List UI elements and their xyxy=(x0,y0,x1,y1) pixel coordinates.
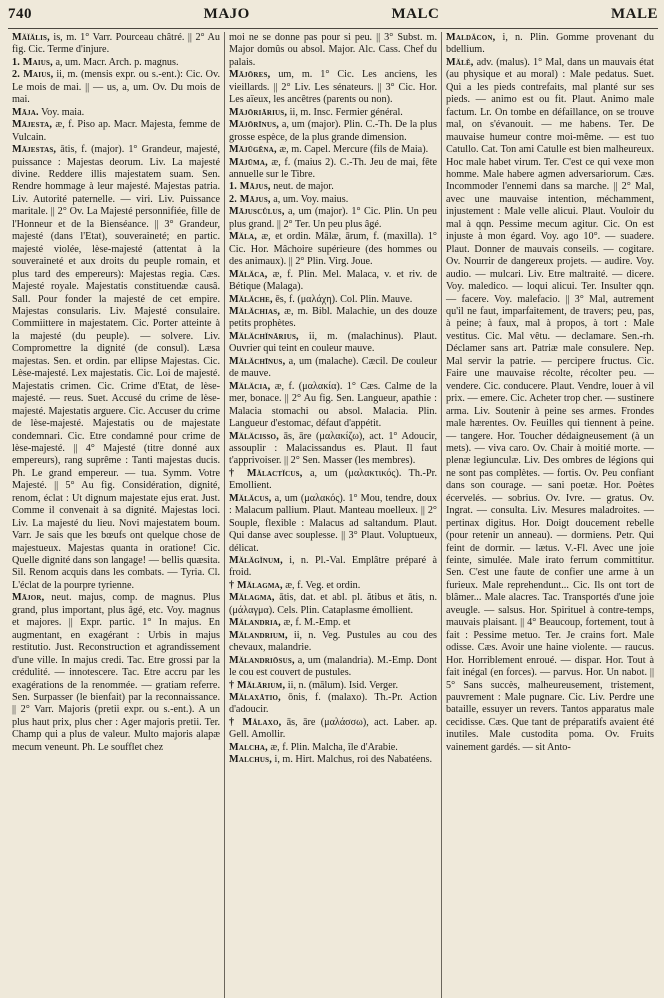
continued-entry-text: moi ne se donne pas pour si peu. || 3° Subst. m. Major domûs ou absol. Major. Alc. Cass. Chef du palais. xyxy=(229,32,437,68)
entry-definition: ās, āre (μαλάσσω), act. Laber. ap. Gell. Amollir. xyxy=(229,716,437,741)
entry-definition: æ, f. Piso ap. Macr. Majesta, femme de Vulcain. xyxy=(12,119,220,143)
dictionary-entry xyxy=(229,107,437,119)
headword: Mājōriārius, xyxy=(229,106,288,118)
entry-definition: a, um. Voy. maius. xyxy=(270,193,349,205)
dictionary-entry xyxy=(229,119,437,144)
headword: Mălandrium, xyxy=(229,629,288,641)
dictionary-entry xyxy=(12,119,220,144)
headword: 2. Mājus, xyxy=(229,193,271,205)
headword: † Mălaxo, xyxy=(229,716,282,728)
headword: Mălăche, xyxy=(229,293,273,305)
headword: 1. Mājus, xyxy=(229,181,271,193)
dictionary-entry xyxy=(229,381,437,431)
dictionary-entry xyxy=(229,194,437,206)
page-number: 740 xyxy=(8,6,32,22)
headword: 2. Maius, xyxy=(12,69,54,81)
entry-definition: æ, f. (μαλακία). 1° Cæs. Calme de la mer, bonace. || 2° Au fig. Sen. Langueur, apathie : Malacia stomachi ou absol. Malacia. Plin. Langueur d'estomac, défaut d'appétit. xyxy=(229,380,437,430)
dictionary-entry xyxy=(229,356,437,381)
headword: Mājestas, xyxy=(12,144,57,156)
entry-definition: ii, m. Insc. Fermier général. xyxy=(287,106,403,118)
entry-definition: æ, et ordin. Mālæ, ārum, f. (maxilla). 1° Cic. Hor. Mâchoire supérieure (des hommes ou des animaux). || 2° Plin. Virg. Joue. xyxy=(229,231,437,268)
entry-definition: ii, n. Veg. Pustules au cou des chevaux, malandrie. xyxy=(229,629,437,654)
dictionary-entry xyxy=(229,206,437,231)
headword: † Mălactĭcus, xyxy=(229,467,303,479)
dictionary-entry xyxy=(229,431,437,468)
dictionary-entry xyxy=(12,592,220,754)
headword: Mājūgēna, xyxy=(229,144,277,156)
entry-definition: neut. de major. xyxy=(270,181,334,193)
headword: Mălăchias, xyxy=(229,305,281,317)
entry-definition: ātis, dat. et abl. pl. ătibus et ātis, n. (μάλαγμα). Cels. Plin. Cataplasme émollient. xyxy=(229,592,437,616)
headword: Mājesta, xyxy=(12,119,53,131)
column-middle xyxy=(224,32,441,998)
headword: † Mălagma, xyxy=(229,579,283,591)
headword: Malcha, xyxy=(229,741,268,753)
text-columns xyxy=(8,32,658,998)
headword: 1. Maius, xyxy=(12,56,53,68)
entry-definition: ātis, f. (major). 1° Grandeur, majesté, puissance : Majestas deorum. Liv. La majesté divine. Reddere illis majestatem suam. Sen. Rendre hommage à leur majesté. Majestas patria. Liv. Autorité paternelle. — viri. Liv. Puissance maritale. || 2° Ov. La Majesté personnifiée, fille de l'Honneur et de la Bienséance. || 3° Grandeur, majesté (dans l'Etat), souveraineté; en partic. majesté violée, lèse-majesté (attentat à la souveraineté et aux droits du peuple romain, et plus tard des empereurs): Majestas regia. Cæs. Majesté royale. Majestatis constituendæ causâ. Sall. Pour fonder la majesté de cet empire. Majestas consularis. Liv. Majesté consulaire. Commiittere in majestatem. Cic. Porter atteinte à la majesté (du peuple). — solvere. Liv. Compromettre la dignité (de consul). Læsa majestas. Sen. et ordin. par ellipse Majestas. Cic. Lèse-majesté. Lex majestatis. Cic. Loi de majesté. Majestatis crimen. Cic. Crime d'Etat, de lèse-majesté. — reus. Suet. Accusé du crime de lèse-majesté. Majestatis arguere. Cic. Accuser du crime de lèse-majesté. Majestatis ou de majestate condemnari. Cic. Etre condamné pour crime de lèse-majesté. || 4° Majesté (titre donné aux empereurs), rang suprême : Tanti majestas ducis. Ph. Le grand empereur. — tua. Symm. Votre Majesté. || 5° Au fig. Considération, dignité, renom, éclat : Ut dignum majestate ejus erat. Just. Comme il convenait à sa dignité. Majestas loci. Liv. La majesté du lieu. Novi majestatem boum. Varr. Je sais que les bœufs ont quelque chose de majestueux. Majestas quanta in oratione! Cic. Quelle dignité dans son langage! — bellis quæsita. Sil. Renom acquis dans les combats. — Tyria. Cl. L'éclat de la pourpre tyrienne. xyxy=(12,144,220,591)
entry-definition: a, um (major). Plin. C.-Th. De la plus grosse espèce, de la plus grande dimension. xyxy=(229,119,437,143)
entry-definition: neut. majus, comp. de magnus. Plus grand, plus important, plus âgé, etc. Voy. magnus et majores. || Expr. partic. 1° In majus. En augmentant, en exagérant : Urbis in majus restitutio. Just. Reconstruction et agrandissement d'une ville. In majus credi. Tac. Etre grossi par la crédulité. — innotescere. Tac. Etre accru par les exagérations de la renommée. — gratiam referre. Sen. Surpasser (le bienfait) par la reconnaissance. || 2° Varr. Majoris (pretii expr. ou s.-ent.). A un plus haut prix, plus cher : Ager majoris pretii. Ter. Champ qui a plus de valeur. Multo majoris alapæ mecum veneunt. Ph. Le soufflet chez xyxy=(12,592,220,753)
headword: Mălandriōsus, xyxy=(229,654,295,666)
dictionary-entry xyxy=(12,69,220,106)
entry-definition: i, n. Pl.-Val. Emplâtre préparé à froid. xyxy=(229,555,437,579)
entry-definition: ii, m. (mensis expr. ou s.-ent.): Cic. Ov. Le mois de mai. || — us, a, um. Ov. Du mois de mai. xyxy=(12,69,220,106)
headword: Măla, xyxy=(229,231,257,243)
headword: Mălĕ, xyxy=(446,56,474,68)
dictionary-entry xyxy=(446,57,654,754)
dictionary-entry xyxy=(229,717,437,742)
dictionary-entry xyxy=(229,294,437,306)
entry-definition: a, um. Macr. Arch. p. magnus. xyxy=(52,56,179,68)
dictionary-entry xyxy=(446,32,654,57)
column-left xyxy=(8,32,224,998)
entry-definition: æ, f. Plin. Malcha, île d'Arabie. xyxy=(267,741,398,753)
entry-definition: ās, āre (μαλακίζω), act. 1° Adoucir, assouplir : Malacissandus es. Plaut. Il faut t'apprivoiser. || 2° Sen. Masser (les membres). xyxy=(229,430,437,467)
headword: Mălăcisso, xyxy=(229,430,279,442)
headword: Mălandria, xyxy=(229,617,281,629)
dictionary-entry xyxy=(229,69,437,106)
entry-definition: æ, f. Plin. Mel. Malaca, v. et riv. de Bétique (Malaga). xyxy=(229,268,437,293)
entry-definition: a, um (malandria). M.-Emp. Dont le cou est couvert de pustules. xyxy=(229,654,437,679)
entry-definition: a, um (malache). Cæcil. De couleur de mauve. xyxy=(229,355,437,380)
entry-definition: æ, f. (maius 2). C.-Th. Jeu de mai, fête annuelle sur le Tibre. xyxy=(229,156,437,180)
entry-definition: adv. (malus). 1° Mal, dans un mauvais état (au physique et au moral) : Male pedatus. Suet. Qui a les pieds contrefaits, mal planté sur ses pieds. — animo est ou fit. Plaut. Animo male factum. Lr. On tombe en défaillance, on se trouve mal, on s'évanouit. — me habens. Ter. De mauvaise humeur contre moi-même. — est tuo Catullo. Cat. Ton ami Catulle est bien malheureux. Hoc male habet virum. Ter. C'est ce qui vexe mon homme. Male habere agmen adversariorum. Cæs. Incommoder l'ennemi dans sa marche. || 2° Mal, avec une mauvaise intention, méchamment, injustement : Male velle alicui. Plaut. Vouloir du mal à qqn. Pessime mecum agitur. Cic. On est injuste à mon égard. Voy. ago 10°. — suadere. Plaut. Donner de mauvais conseils. — cogitare. Ov. Nourrir de dangereux projets. — audire. Voy. audio. — mulcari. Liv. Etre maltraité. — dicere. Voy. maledico. — loqui alicui. Ter. Insulter qqn. — facere. Voy. malefacio. || 3° Mal, autrement qu'il ne faut, imparfaitement, de travers; peu, pas, à peine; à faux, mal à propos, à tort : Male vestitus. Cic. Mal vêtu. — declamare. Sen.-rh. Déclamer sans art. Patriæ male consulere. Nep. Mal servir la patrie. — percipere fructus. Cic. Faire une mauvaise récolte, récolter peu. — vendere. Cic. conducere. Plaut. Vendre, louer à vil prix. — emere. Cic. Acheter trop cher. — sustinere arma. Liv. Soutenir à peine ses armes. Frondes male hærentes. Ov. Feuilles qui tiennent à peine. — tangere. Hor. Toucher dédaigneusement (à un mets). — viva caro. Ov. Chair à moitié morte. — plenæ legiunculæ. Liv. Des ombres de légions qui ne sont pas complètes. — fortis. Ov. Peu confiant dans son courage. — sani poetæ. Hor. Poètes écervelés. — sobrius. Ov. Ivre. — gratus. Ov. Ingrat. — consulta. Liv. Mesures maladroites. — pertinax digitus. Hor. Doigt doucement rebelle (pour retenir un anneau). — dormiens. Petr. Qui feint de dormir. — lætus. V.-Fl. Avec une joie feinte, simulée. Male irato ferrum committitur. Sen. C'est une faute de confier une arme à un furieux. Male reprehendunt... Cic. Ils ont tort de blâmer... Male alacres. Tac. Transportés d'une joie aveugle. — salsus. Hor. Spirituel à contre-temps, mauvais plaisant. || 4° Beaucoup, fortement, tout à fait : Pessime metuo. Ter. Je crains fort. Male odisse. Cæs. Avoir une haine violente. — raucus. Hor. Horriblement enroué. — dispar. Hor. Tout à fait inégal (en forces). — parvus. Hor. Un nabot. || 5° Sans succès, malheureusement, tristement, pauvrement : Male pugnare. Cic. Liv. Perdre une bataille, essuyer un revers. Tantos apparatus male cecidisse. Cæs. Que tant de préparatifs avaient été inutiles. Male custodita poma. Ov. Fruits vainement gardés. — sit Anto- xyxy=(446,56,654,753)
headword: Mălăchĭnārius, xyxy=(229,330,299,342)
header-right-word: MALE xyxy=(610,6,658,22)
dictionary-entry xyxy=(12,57,220,69)
dictionary-entry xyxy=(229,630,437,655)
headword: Malchus, xyxy=(229,754,272,766)
dictionary-entry xyxy=(229,680,437,692)
dictionary-entry xyxy=(229,181,437,193)
entry-definition: æ, m. Capel. Mercure (fils de Maia). xyxy=(276,144,429,156)
dictionary-entry xyxy=(229,655,437,680)
headword: Mălaxātio, xyxy=(229,692,281,704)
entry-definition: ii, m. (malachinus). Plaut. Ouvrier qui teint en couleur mauve. xyxy=(229,330,437,355)
dictionary-entry xyxy=(229,306,437,331)
headword: Mălagma, xyxy=(229,592,275,604)
dictionary-entry xyxy=(229,157,437,182)
headword: Mājor, xyxy=(12,592,45,604)
column-right xyxy=(441,32,658,998)
entry-definition: æ, f. Veg. et ordin. xyxy=(282,579,361,591)
dictionary-entry xyxy=(229,231,437,268)
headword: Mălăgĭnum, xyxy=(229,555,283,567)
dictionary-entry xyxy=(229,468,437,493)
headword: Mălăcus, xyxy=(229,492,272,504)
header-center-word: MALC xyxy=(391,6,440,22)
dictionary-entry xyxy=(229,692,437,717)
dictionary-entry xyxy=(229,617,437,629)
headword: Mājōres, xyxy=(229,69,271,81)
headword: Mălăcia, xyxy=(229,380,271,392)
entry-definition: a, um (μαλακός). 1° Mou, tendre, doux : Malacum pallium. Plaut. Manteau moelleux. || 2° Souple, flexible : Malacus ad saltandum. Plaut. Qui danse avec souplesse. || 3° Plaut. Voluptueux, délicat. xyxy=(229,492,437,554)
headword: Māja. xyxy=(12,106,39,118)
dictionary-entry xyxy=(229,144,437,156)
dictionary-entry xyxy=(12,107,220,119)
entry-definition: æ, f. M.-Emp. et xyxy=(280,617,351,629)
headword: Mălăca, xyxy=(229,268,268,280)
dictionary-entry xyxy=(229,331,437,356)
headword: Măĭălis, xyxy=(12,32,50,43)
headword: † Mălārium, xyxy=(229,679,286,691)
entry-definition: i, m. Hirt. Malchus, roi des Nabatéens. xyxy=(271,754,433,766)
dictionary-entry xyxy=(12,32,220,57)
dictionary-entry xyxy=(229,580,437,592)
dictionary-entry xyxy=(12,144,220,592)
entry-definition: i, n. Plin. Gomme provenant du bdellium. xyxy=(446,32,654,56)
entry-definition: a, um (major). 1° Cic. Plin. Un peu plus grand. || 2° Ter. Un peu plus âgé. xyxy=(229,206,437,230)
dictionary-entry xyxy=(229,742,437,754)
headword: Maldăcon, xyxy=(446,32,496,43)
headword: Mājuscŭlus, xyxy=(229,206,285,218)
running-header xyxy=(8,6,658,29)
dictionary-entry xyxy=(229,493,437,555)
entry-definition: is, m. 1° Varr. Pourceau châtré. || 2° Au fig. Cic. Terme d'injure. xyxy=(12,32,220,56)
dictionary-entry xyxy=(229,754,437,766)
dictionary-entry xyxy=(229,555,437,580)
entry-definition: a, um (μαλακτικός). Th.-Pr. Emollient. xyxy=(229,467,437,492)
entry-definition: ēs, f. (μαλάχη). Col. Plin. Mauve. xyxy=(272,293,413,305)
entry-definition: ii, n. (mālum). Isid. Verger. xyxy=(285,679,399,691)
headword: Mălăchīnus, xyxy=(229,355,286,367)
entry-definition: ōnis, f. (malaxo). Th.-Pr. Action d'adoucir. xyxy=(229,692,437,716)
headword: Mājūma, xyxy=(229,156,268,168)
header-left-word: MAJO xyxy=(203,6,250,22)
headword: Mājōrīnus, xyxy=(229,119,279,131)
entry-definition: æ, m. Bibl. Malachie, un des douze petits prophètes. xyxy=(229,305,437,330)
entry-definition: um, m. 1° Cic. Les anciens, les vieillards. || 2° Liv. Les sénateurs. || 3° Cic. Hor. Les aïeux, les ancêtres (parents ou non). xyxy=(229,69,437,106)
dictionary-entry xyxy=(229,269,437,294)
entry-definition: Voy. maia. xyxy=(38,106,85,118)
dictionary-entry xyxy=(229,592,437,617)
